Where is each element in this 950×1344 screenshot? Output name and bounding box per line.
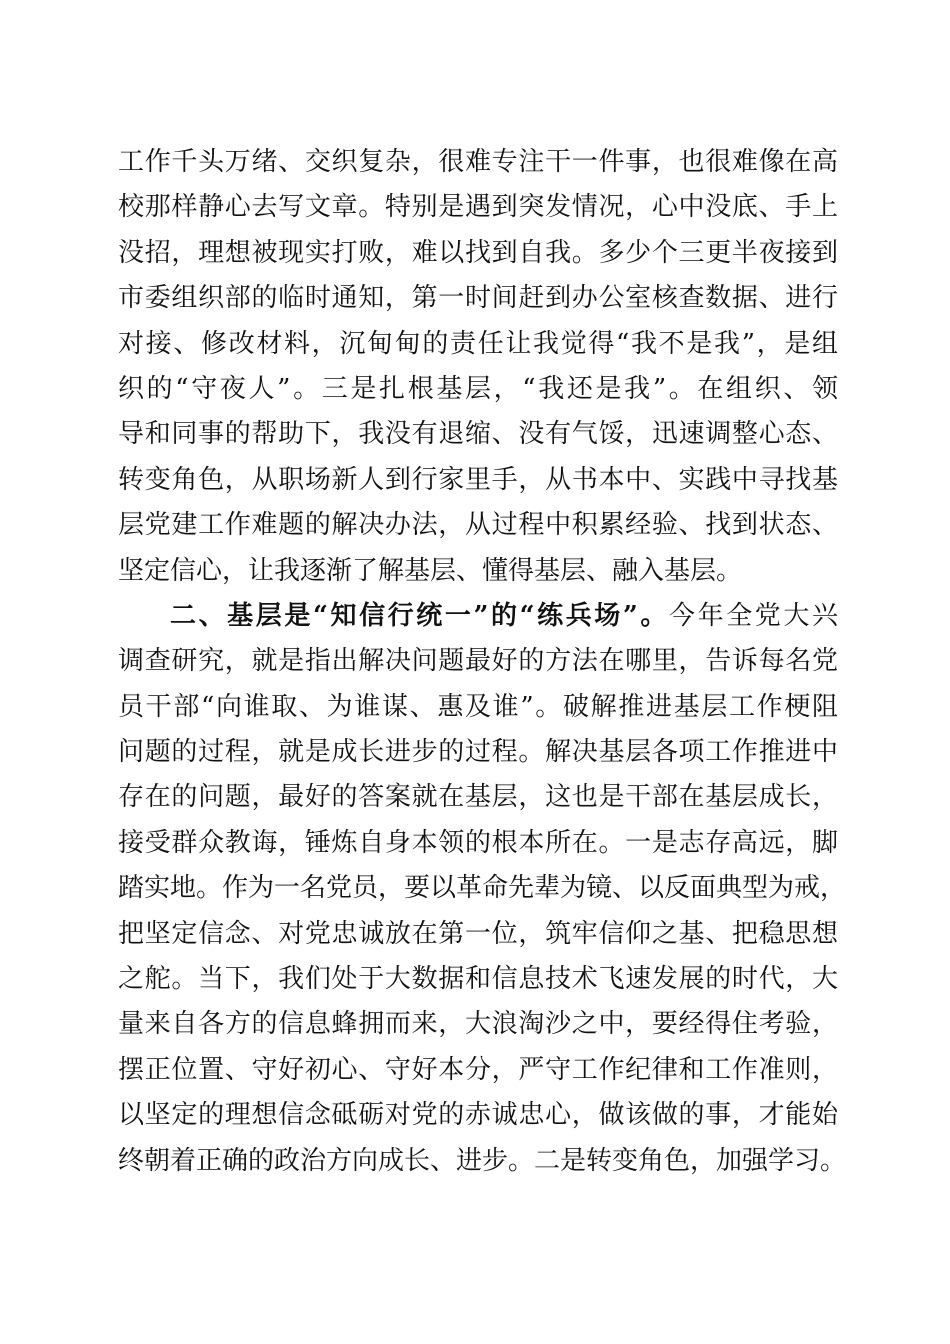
text-line: 问题的过程，就是成长进步的过程。解决基层各项工作推进中 xyxy=(118,737,838,768)
document-body xyxy=(118,140,847,1184)
text-line: 之舵。当下，我们处于大数据和信息技术飞速发展的时代，大 xyxy=(118,964,838,995)
text-line: 存在的问题，最好的答案就在基层，这也是干部在基层成长， xyxy=(118,782,838,813)
text-line: 坚定信心，让我逐渐了解基层、懂得基层、融入基层。 xyxy=(118,555,743,586)
text-line: 市委组织部的临时通知，第一时间赶到办公室核查数据、进行 xyxy=(118,283,838,314)
text-line: 员干部“向谁取、为谁谋、惠及谁”。破解推进基层工作梗阻 xyxy=(118,691,838,722)
text-line: 织的“守夜人”。三是扎根基层，“我还是我”。在组织、领 xyxy=(118,373,838,404)
paragraph-2 xyxy=(118,594,847,1184)
text-line: 以坚定的理想信念砥砺对党的赤诚忠心，做该做的事，才能始 xyxy=(118,1100,838,1131)
text-line: 校那样静心去写文章。特别是遇到突发情况，心中没底、手上 xyxy=(118,192,838,223)
text-line: 工作千头万绪、交织复杂，很难专注干一件事，也很难像在高 xyxy=(118,147,838,177)
text-line: 摆正位置、守好初心、守好本分，严守工作纪律和工作准则， xyxy=(118,1054,838,1085)
text-line: 对接、修改材料，沉甸甸的责任让我觉得“我不是我”，是组 xyxy=(118,328,838,359)
section-heading: 二、基层是“知信行统一”的“练兵场”。 xyxy=(170,600,670,631)
text-line: 接受群众教诲，锤炼自身本领的根本所在。一是志存高远，脚 xyxy=(118,827,838,858)
text-line: 终朝着正确的政治方向成长、进步。二是转变角色，加强学习。 xyxy=(118,1145,847,1176)
text-line: 量来自各方的信息蜂拥而来，大浪淘沙之中，要经得住考验， xyxy=(118,1009,838,1040)
text-line: 转变角色，从职场新人到行家里手，从书本中、实践中寻找基 xyxy=(118,464,838,495)
text-line: 把坚定信念、对党忠诚放在第一位，筑牢信仰之基、把稳思想 xyxy=(118,918,838,949)
paragraph-first-line xyxy=(118,594,838,639)
text-line: 导和同事的帮助下，我没有退缩、没有气馁，迅速调整心态、 xyxy=(118,419,838,450)
text-line: 没招，理想被现实打败，难以找到自我。多少个三更半夜接到 xyxy=(118,237,838,268)
text-line: 层党建工作难题的解决办法，从过程中积累经验、找到状态、 xyxy=(118,510,838,541)
paragraph-1 xyxy=(118,140,838,594)
text-line: 调查研究，就是指出解决问题最好的方法在哪里，告诉每名党 xyxy=(118,646,838,677)
text-line: 踏实地。作为一名党员，要以革命先辈为镜、以反面典型为戒， xyxy=(118,873,847,904)
heading-line-rest: 今年全党大兴 xyxy=(669,600,838,631)
